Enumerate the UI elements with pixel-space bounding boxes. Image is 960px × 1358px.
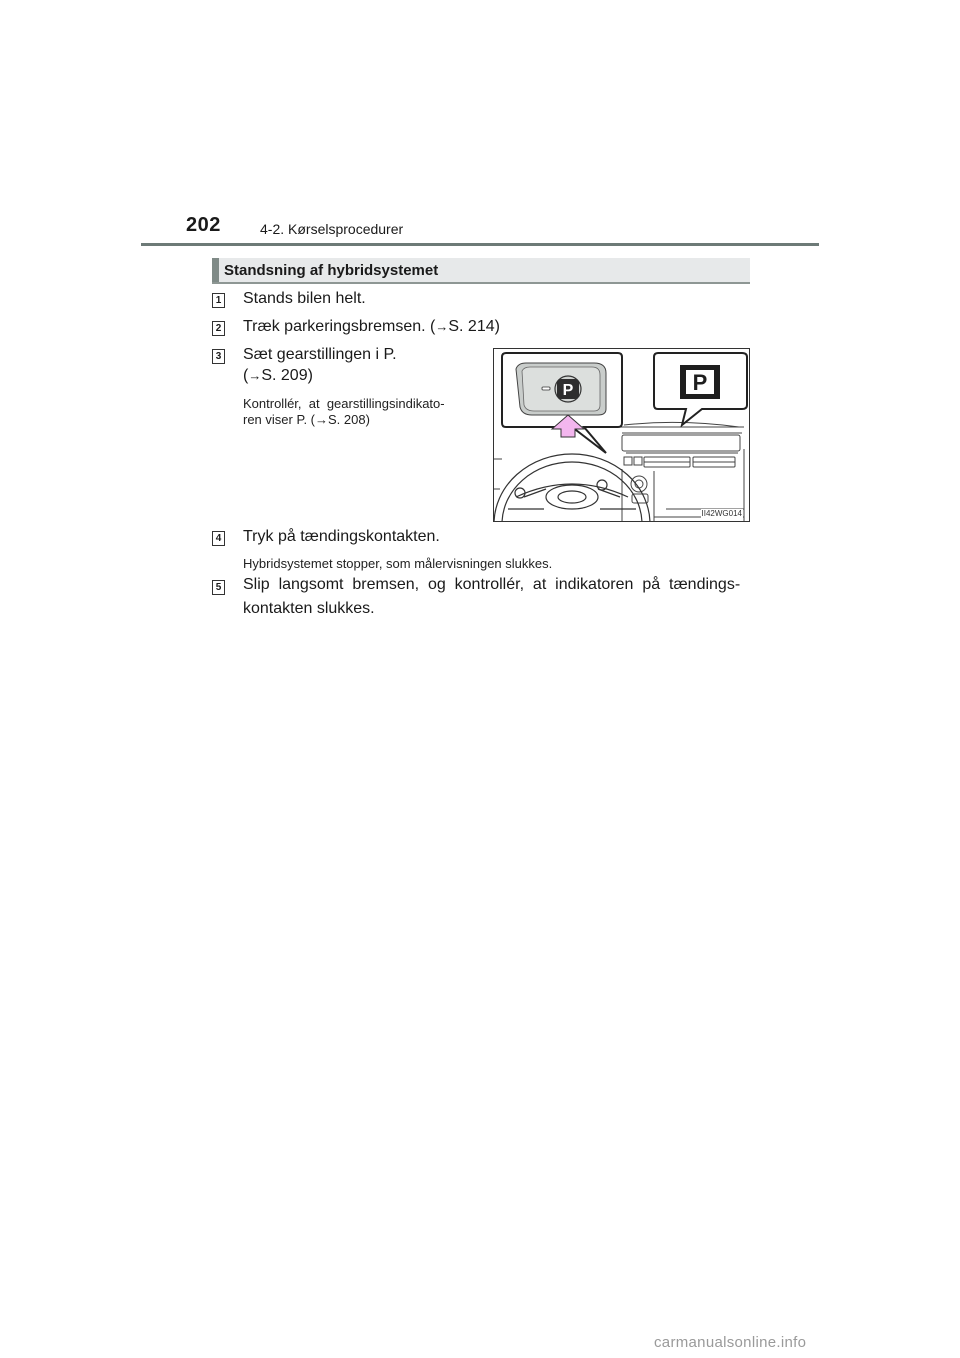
section-heading-bar xyxy=(212,258,750,284)
page-number: 202 xyxy=(186,214,221,236)
steering-wheel xyxy=(494,454,650,522)
step-2-text xyxy=(243,318,500,336)
shift-lever-illustration xyxy=(493,348,750,522)
step-3-note-text: ren viser P. ( xyxy=(243,412,316,427)
dashboard-drawing xyxy=(494,349,750,522)
step-number-1: 1 xyxy=(212,293,225,308)
step-3-page-ref[interactable]: S. 209) xyxy=(261,367,313,384)
display-letter: P xyxy=(692,370,708,395)
step-4-note: Hybridsystemet stopper, som målervisningen slukkes. xyxy=(243,556,553,571)
callout-indicator-display xyxy=(654,353,747,425)
heading-accent xyxy=(212,258,219,282)
step-2-page-ref[interactable]: S. 214) xyxy=(448,318,500,335)
image-code: II42WG014 xyxy=(701,509,742,518)
step-3-note-line-1: Kontrollér, at gearstillingsindikato- xyxy=(243,396,445,411)
section-title: 4-2. Kørselsprocedurer xyxy=(260,221,404,237)
step-1-text: Stands bilen helt. xyxy=(243,290,366,307)
step-3-note-page-ref[interactable]: S. 208) xyxy=(328,412,370,427)
step-3-paren: ( xyxy=(243,367,249,384)
arrow-icon: → xyxy=(315,412,329,427)
arrow-icon: → xyxy=(435,319,449,334)
arrow-icon: → xyxy=(248,368,262,383)
section-heading: Standsning af hybridsystemet xyxy=(224,262,439,279)
step-5-line-1: Slip langsomt bremsen, og kontrollér, at indikatoren på tændings- xyxy=(243,576,741,593)
step-number-2: 2 xyxy=(212,321,225,336)
callout-shift-button xyxy=(502,353,622,453)
step-3-line-2 xyxy=(243,367,313,385)
step-3-note-line-2 xyxy=(243,412,370,427)
step-2-label: Træk parkeringsbremsen. ( xyxy=(243,318,436,335)
step-number-3: 3 xyxy=(212,349,225,364)
step-4-text: Tryk på tændingskontakten. xyxy=(243,528,440,545)
shift-button-letter: P xyxy=(562,382,574,399)
dashboard-lines xyxy=(494,422,744,522)
watermark[interactable]: carmanualsonline.info xyxy=(654,1334,807,1351)
header-rule xyxy=(141,243,819,246)
step-number-4: 4 xyxy=(212,531,225,546)
step-number-5: 5 xyxy=(212,580,225,595)
step-3-line-1: Sæt gearstillingen i P. xyxy=(243,346,397,363)
step-5-line-2: kontakten slukkes. xyxy=(243,600,375,617)
